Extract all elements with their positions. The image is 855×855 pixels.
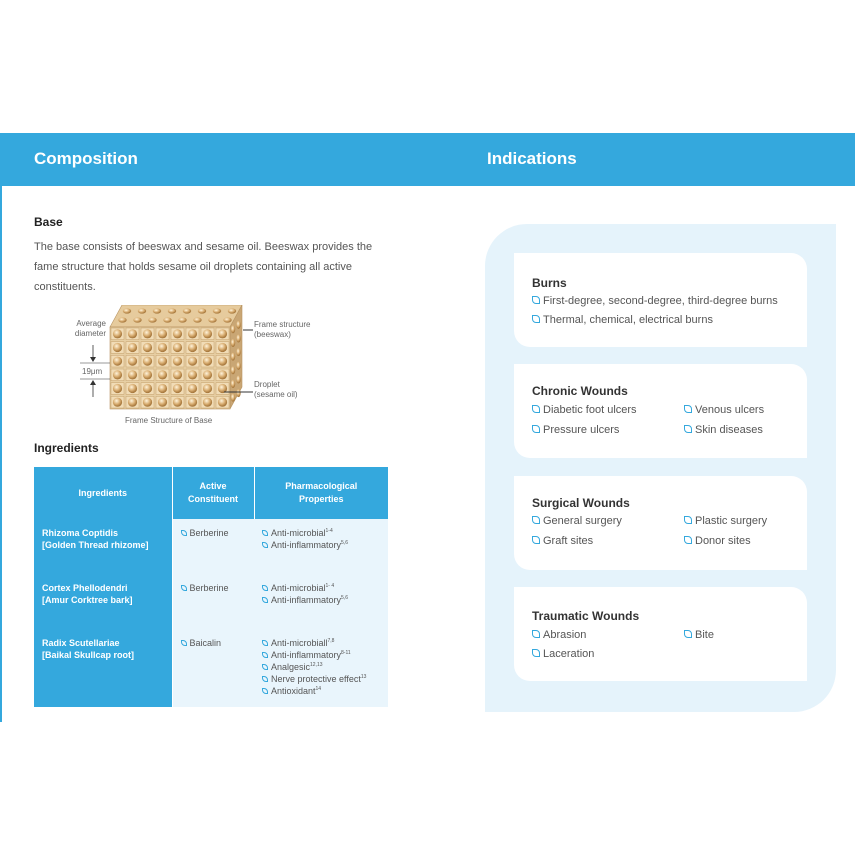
leaf-bullet-icon <box>684 425 692 433</box>
oil-droplet <box>236 335 240 343</box>
surgical-wounds-title: Surgical Wounds <box>532 496 630 510</box>
traumatic-wounds-title: Traumatic Wounds <box>532 609 640 623</box>
leaf-bullet-icon <box>532 630 540 638</box>
leaf-bullet-icon <box>532 425 540 433</box>
oil-droplet <box>118 317 126 322</box>
oil-droplet <box>173 357 182 366</box>
composition-title: Composition <box>34 149 138 168</box>
burns-item <box>532 295 778 307</box>
oil-droplet <box>231 380 235 388</box>
oil-droplet <box>231 353 235 361</box>
frame-structure-label: Frame structure <box>254 320 311 329</box>
burns-title: Burns <box>532 276 567 290</box>
surgical-item-text: Donor sites <box>695 535 751 547</box>
surgical-item-text: Plastic surgery <box>695 515 768 527</box>
property-reference: 13 <box>360 674 367 680</box>
oil-droplet <box>213 308 221 313</box>
property-text: Antioxidant <box>271 686 316 696</box>
oil-droplet <box>153 308 161 313</box>
property-item <box>262 637 382 649</box>
traumatic-item <box>532 629 586 641</box>
traumatic-item-text: Bite <box>695 629 714 641</box>
leaf-bullet-icon <box>532 649 540 657</box>
oil-droplet <box>236 376 240 384</box>
indications-title: Indications <box>487 149 577 168</box>
property-reference: 1-4 <box>325 528 333 534</box>
oil-droplet <box>123 308 131 313</box>
oil-droplet <box>173 398 182 407</box>
active-constituent-text: Berberine <box>189 583 229 593</box>
leaf-bullet-icon <box>532 296 540 304</box>
leaf-bullet-icon <box>684 516 692 524</box>
oil-droplet <box>203 370 212 379</box>
burns-item-text: Thermal, chemical, electrical burns <box>543 314 713 326</box>
oil-droplet <box>173 370 182 379</box>
leaf-bullet-icon <box>262 664 268 670</box>
oil-droplet <box>223 317 231 322</box>
column-header-active-constituent-text: Active Constituent <box>188 481 238 504</box>
oil-droplet <box>143 370 152 379</box>
oil-droplet <box>173 384 182 393</box>
leaf-bullet-icon <box>532 516 540 524</box>
property-text: Analgesic <box>271 662 311 672</box>
leaf-bullet-icon <box>262 530 268 536</box>
frame-material-label: (beeswax) <box>254 330 291 339</box>
leaf-bullet-icon <box>262 688 268 694</box>
oil-droplet <box>218 357 227 366</box>
property-item <box>262 539 382 551</box>
traumatic-wounds-card <box>514 587 807 681</box>
property-item <box>262 594 382 606</box>
oil-droplet <box>188 384 197 393</box>
leaf-bullet-icon <box>262 597 268 603</box>
property-item <box>262 582 382 594</box>
active-constituent-text: Berberine <box>189 528 229 538</box>
oil-droplet <box>158 357 167 366</box>
surgical-item-text: Graft sites <box>543 535 594 547</box>
table-row <box>34 574 388 629</box>
ingredient-name-line: [Amur Corktree bark] <box>42 595 133 605</box>
chronic-item-text: Pressure ulcers <box>543 424 620 436</box>
oil-droplet <box>188 343 197 352</box>
oil-droplet <box>128 398 137 407</box>
oil-droplet <box>158 384 167 393</box>
oil-droplet <box>133 317 141 322</box>
oil-droplet <box>113 343 122 352</box>
property-reference: 14 <box>315 686 322 692</box>
ingredient-name-cell <box>34 519 172 574</box>
leaf-bullet-icon <box>262 640 268 646</box>
burns-item-text: First-degree, second-degree, third-degree burns <box>543 295 778 307</box>
oil-droplet <box>113 398 122 407</box>
oil-droplet <box>178 317 186 322</box>
chronic-item-text: Skin diseases <box>695 424 763 436</box>
leaf-bullet-icon <box>684 405 692 413</box>
property-item <box>262 673 382 685</box>
ingredient-name-line: Radix Scutellariae <box>42 638 120 648</box>
property-text: Anti-microbial <box>271 528 326 538</box>
property-text: Anti-inflammatory <box>271 595 342 605</box>
oil-droplet <box>143 357 152 366</box>
burns-card <box>514 253 807 347</box>
property-text: Anti-inflammatory <box>271 540 342 550</box>
oil-droplet <box>113 329 122 338</box>
property-reference: 1- 4 <box>325 583 335 589</box>
table-header-row <box>34 467 388 519</box>
oil-droplet <box>158 343 167 352</box>
chronic-item-text: Venous ulcers <box>695 404 765 416</box>
oil-droplet <box>128 357 137 366</box>
leaf-bullet-icon <box>684 536 692 544</box>
table-row <box>34 519 388 574</box>
property-reference: 5,6 <box>341 540 348 546</box>
oil-droplet <box>148 317 156 322</box>
leaf-bullet-icon <box>181 530 187 536</box>
oil-droplet <box>143 329 152 338</box>
leaf-bullet-icon <box>532 536 540 544</box>
property-text: Anti-inflammatory <box>271 650 342 660</box>
chronic-item <box>684 424 763 436</box>
oil-droplet <box>128 343 137 352</box>
chronic-wounds-title: Chronic Wounds <box>532 384 628 398</box>
property-item <box>262 527 382 539</box>
oil-droplet <box>158 370 167 379</box>
active-constituent-text: Baicalin <box>189 638 222 648</box>
property-reference: 7,8 <box>327 638 335 644</box>
surgical-item <box>532 535 593 547</box>
oil-droplet <box>158 398 167 407</box>
property-reference: 5,6 <box>341 595 348 601</box>
oil-droplet <box>231 394 235 402</box>
chronic-item <box>532 404 637 416</box>
oil-droplet <box>203 398 212 407</box>
droplet-size-label: 19μm <box>82 367 103 376</box>
ingredient-name-cell <box>34 574 172 629</box>
pharmacological-properties-cell <box>254 574 388 629</box>
traumatic-item <box>684 629 714 641</box>
oil-droplet <box>113 357 122 366</box>
leaf-bullet-icon <box>262 542 268 548</box>
chronic-item-text: Diabetic foot ulcers <box>543 404 637 416</box>
chronic-wounds-card <box>514 364 807 458</box>
ingredients-heading: Ingredients <box>34 441 99 455</box>
leaf-bullet-icon <box>262 676 268 682</box>
oil-droplet <box>143 398 152 407</box>
oil-droplet <box>143 384 152 393</box>
base-description: The base consists of beeswax and sesame oil. Beeswax provides the fame structure that holds sesame oil droplets containing all active constituents. <box>34 241 373 293</box>
ingredient-name-line: Cortex Phellodendri <box>42 583 128 593</box>
oil-droplet <box>128 329 137 338</box>
property-text: Anti-microbial <box>271 583 326 593</box>
burns-item <box>532 314 713 326</box>
leaf-bullet-icon <box>532 405 540 413</box>
property-reference: 12,13 <box>310 662 323 668</box>
surgical-item <box>684 515 767 527</box>
column-header-pharmacological-properties <box>254 467 388 519</box>
oil-droplet <box>203 329 212 338</box>
leaf-bullet-icon <box>262 585 268 591</box>
oil-droplet <box>218 398 227 407</box>
surgical-item <box>684 535 751 547</box>
property-item <box>262 661 382 673</box>
traumatic-item-text: Laceration <box>543 648 595 660</box>
oil-droplet <box>236 389 240 397</box>
oil-droplet <box>183 308 191 313</box>
oil-droplet <box>231 339 235 347</box>
chronic-item <box>684 404 764 416</box>
droplet-material-label: (sesame oil) <box>254 390 298 399</box>
oil-droplet <box>188 398 197 407</box>
active-constituent-cell <box>172 629 254 707</box>
property-text: Nerve protective effect <box>271 674 361 684</box>
surgical-item <box>532 515 622 527</box>
oil-droplet <box>218 343 227 352</box>
oil-droplet <box>208 317 216 322</box>
property-item <box>262 649 382 661</box>
oil-droplet <box>113 370 122 379</box>
oil-droplet <box>203 343 212 352</box>
oil-droplet <box>138 308 146 313</box>
pharmacological-properties-cell <box>254 629 388 707</box>
figure-caption: Frame Structure of Base <box>125 416 213 425</box>
property-item <box>262 685 382 697</box>
ingredients-table <box>34 467 388 707</box>
leaf-bullet-icon <box>262 652 268 658</box>
oil-droplet <box>143 343 152 352</box>
oil-droplet <box>236 321 240 329</box>
header-bar <box>0 133 855 186</box>
oil-droplet <box>128 384 137 393</box>
left-accent-rule <box>0 186 2 722</box>
chronic-item <box>532 424 619 436</box>
droplet-label: Droplet <box>254 380 280 389</box>
oil-droplet <box>158 329 167 338</box>
leaf-bullet-icon <box>181 585 187 591</box>
oil-droplet <box>193 317 201 322</box>
table-row <box>34 629 388 707</box>
oil-droplet <box>173 329 182 338</box>
oil-droplet <box>198 308 206 313</box>
property-reference: 8-11 <box>341 650 351 656</box>
oil-droplet <box>188 357 197 366</box>
base-heading: Base <box>34 215 63 229</box>
column-header-active-constituent <box>172 467 254 519</box>
traumatic-item-text: Abrasion <box>543 629 587 641</box>
oil-droplet <box>113 384 122 393</box>
ingredient-name-line: Rhizoma Coptidis <box>42 528 118 538</box>
oil-droplet <box>168 308 176 313</box>
property-text: Anti-microbiall <box>271 638 328 648</box>
oil-droplet <box>173 343 182 352</box>
oil-droplet <box>188 329 197 338</box>
leaf-bullet-icon <box>181 640 187 646</box>
oil-droplet <box>236 362 240 370</box>
leaf-bullet-icon <box>684 630 692 638</box>
ingredient-name-cell <box>34 629 172 707</box>
ingredient-name-line: [Golden Thread rhizome] <box>42 540 149 550</box>
oil-droplet <box>231 325 235 333</box>
leaf-bullet-icon <box>532 315 540 323</box>
ingredient-name-line: [Baikal Skullcap root] <box>42 650 135 660</box>
oil-droplet <box>128 370 137 379</box>
pharmacological-properties-cell <box>254 519 388 574</box>
oil-droplet <box>203 384 212 393</box>
oil-droplet <box>218 370 227 379</box>
oil-droplet <box>236 348 240 356</box>
avg-diameter-label: Average diameter <box>74 319 106 338</box>
frame-structure-figure <box>60 305 340 433</box>
active-constituent-cell <box>172 519 254 574</box>
surgical-wounds-card <box>514 476 807 570</box>
oil-droplet <box>218 329 227 338</box>
surgical-item-text: General surgery <box>543 515 622 527</box>
oil-droplet <box>231 366 235 374</box>
oil-droplet <box>163 317 171 322</box>
oil-droplet <box>203 357 212 366</box>
traumatic-item <box>532 648 594 660</box>
column-header-pharmacological-properties-text: Pharmacological Properties <box>285 481 358 504</box>
oil-droplet <box>188 370 197 379</box>
active-constituent-cell <box>172 574 254 629</box>
oil-droplet <box>228 308 236 313</box>
column-header-ingredients: Ingredients <box>34 467 172 519</box>
